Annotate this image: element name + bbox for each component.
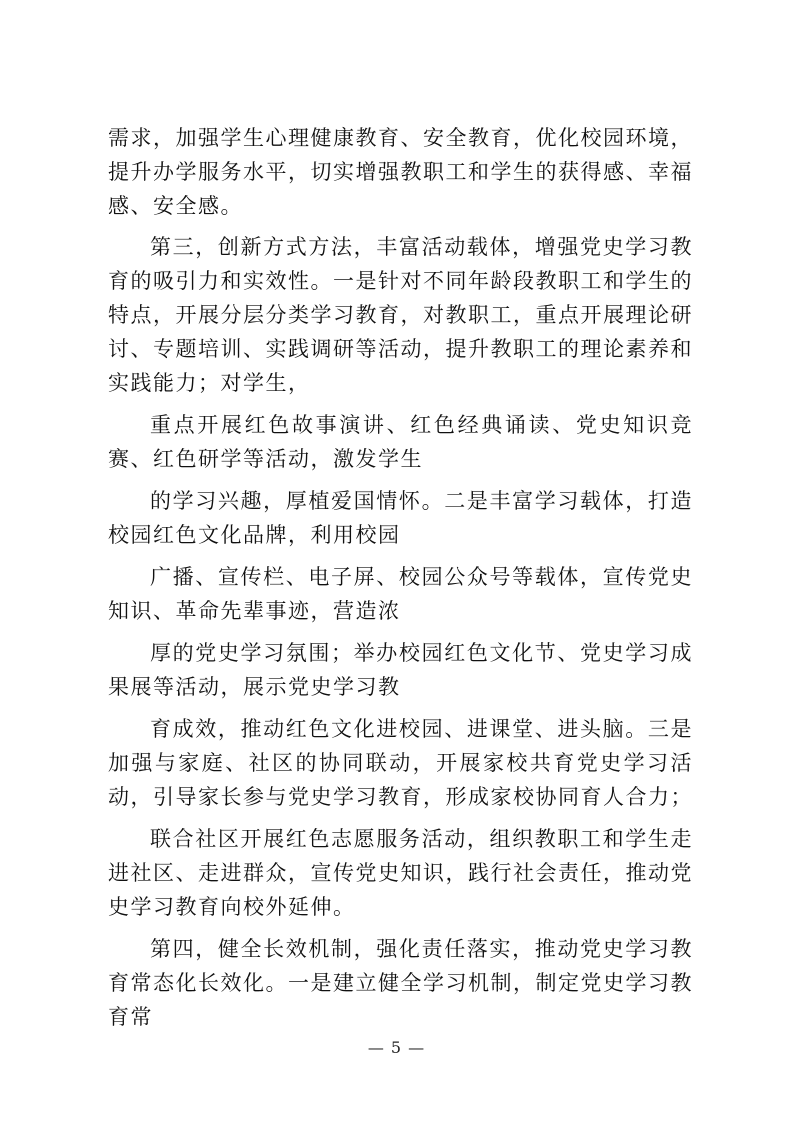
paragraph-third-point: 第三，创新方式方法，丰富活动载体，增强党史学习教育的吸引力和实效性。一是针对不同年龄段教职工和学生的特点，开展分层分类学习教育，对教职工，重点开展理论研讨、专题培训、实践调研等活动，提升教职工的理论素养和实践能力；对学生， — [108, 235, 693, 395]
paragraph-broadcast: 广播、宣传栏、电子屏、校园公众号等载体，宣传党史知识、革命先辈事迹，营造浓 — [108, 565, 693, 623]
document-body — [108, 121, 693, 1034]
paragraph-atmosphere: 厚的党史学习氛围；举办校园红色文化节、党史学习成果展等活动，展示党史学习教 — [108, 641, 693, 699]
paragraph-fourth-point: 第四，健全长效机制，强化责任落实，推动党史学习教育常态化长效化。一是建立健全学习机制，制定党史学习教育常 — [108, 937, 693, 1029]
paragraph-education-results: 育成效，推动红色文化进校园、进课堂、进头脑。三是加强与家庭、社区的协同联动，开展家校共育党史学习活动，引导家长参与党史学习教育，形成家校协同育人合力； — [108, 717, 693, 809]
page-number: — 5 — — [367, 1038, 426, 1057]
paragraph-learning-interest: 的学习兴趣，厚植爱国情怀。二是丰富学习载体，打造校园红色文化品牌，利用校园 — [108, 489, 693, 547]
paragraph-students-activities: 重点开展红色故事演讲、红色经典诵读、党史知识竞赛、红色研学等活动，激发学生 — [108, 413, 693, 471]
paragraph-continued: 需求，加强学生心理健康教育、安全教育，优化校园环境，提升办学服务水平，切实增强教职工和学生的获得感、幸福感、安全感。 — [108, 126, 693, 218]
paragraph-community: 联合社区开展红色志愿服务活动，组织教职工和学生走进社区、走进群众，宣传党史知识，践行社会责任，推动党史学习教育向校外延伸。 — [108, 827, 693, 919]
